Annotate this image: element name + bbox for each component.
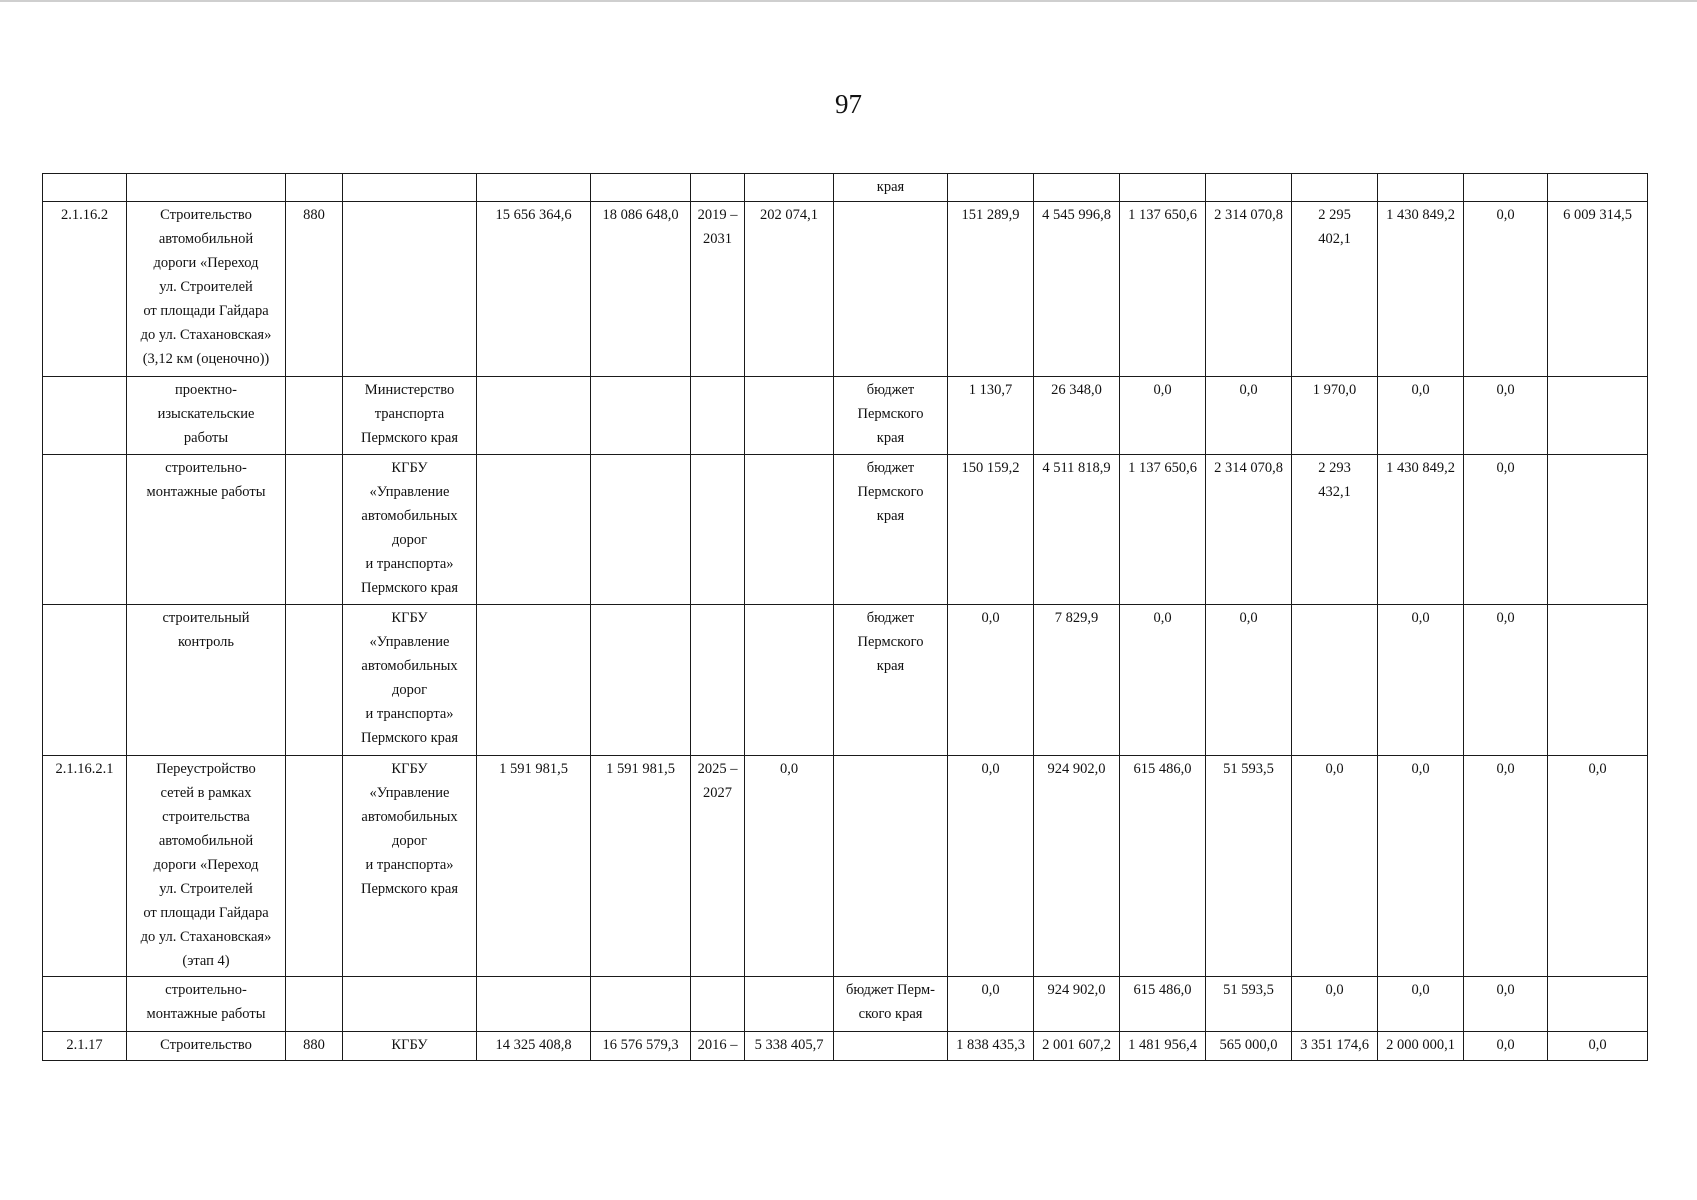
cell-name: [127, 377, 286, 455]
cell-funded: [745, 202, 834, 377]
cell-year-6: [1378, 377, 1464, 455]
cell-value: 4 511 818,9: [1042, 460, 1111, 476]
cell-line: строительно-: [165, 460, 247, 476]
cell-line: 0,0: [1325, 761, 1344, 777]
cell-year-6: [1378, 977, 1464, 1032]
cell-value: 0,0: [1496, 460, 1515, 476]
cell-year-5: [1292, 455, 1378, 605]
cell-year-7: [1464, 202, 1548, 377]
cell-funded: [745, 455, 834, 605]
cell-value: 0,0: [1496, 1037, 1515, 1053]
cell-year-8: [1548, 1032, 1648, 1061]
scan-top-edge: [0, 0, 1697, 2]
cell-line: бюджет: [866, 382, 915, 398]
cell-cost-2: [591, 605, 691, 756]
cell-line: 1 970,0: [1312, 382, 1357, 398]
cell-value: 7 829,9: [1054, 610, 1099, 626]
cell-year-6: [1378, 756, 1464, 977]
cell-year-3: [1120, 174, 1206, 202]
cell-total-cost: [477, 1032, 591, 1061]
cell-value: 1 838 435,3: [956, 1037, 1025, 1053]
cell-value: 0,0: [981, 761, 1000, 777]
cell-year-1: [948, 756, 1034, 977]
cell-line: дорог: [391, 833, 428, 849]
cell-year-5: [1292, 605, 1378, 756]
cell-line: ского края: [858, 1006, 923, 1022]
cell-value: 615 486,0: [1133, 982, 1192, 998]
cell-year-7: [1464, 455, 1548, 605]
cell-line: Пермского: [857, 484, 924, 500]
cell-year-4: [1206, 202, 1292, 377]
cell-line: края: [876, 658, 905, 674]
cell-line: бюджет: [866, 610, 915, 626]
cell-grbs: [286, 377, 343, 455]
cell-line: от площади Гайдара: [143, 303, 269, 319]
cell-line: проектно-: [175, 382, 237, 398]
table-row: [43, 1032, 1648, 1061]
cell-value: 4 545 996,8: [1042, 207, 1111, 223]
cell-year-4: [1206, 605, 1292, 756]
cell-value: 2.1.16.2.1: [55, 761, 114, 777]
cell-funded: [745, 174, 834, 202]
cell-total-cost: [477, 455, 591, 605]
cell-line: ул. Строителей: [159, 279, 253, 295]
cell-line: строительно-: [165, 982, 247, 998]
cell-year-8: [1548, 605, 1648, 756]
cell-line: края: [876, 179, 905, 195]
cell-value: 880: [303, 207, 325, 223]
cell-year-1: [948, 455, 1034, 605]
cell-name: [127, 174, 286, 202]
cell-line: Строительство: [160, 207, 252, 223]
cell-value: 14 325 408,8: [495, 1037, 572, 1053]
cell-value: 924 902,0: [1047, 982, 1106, 998]
cell-year-2: [1034, 377, 1120, 455]
cell-line: «Управление: [369, 785, 450, 801]
cell-value: 2 000 000,1: [1386, 1037, 1455, 1053]
cell-code: [43, 1032, 127, 1061]
cell-source: [834, 455, 948, 605]
cell-value: 0,0: [779, 761, 799, 777]
cell-value: 150 159,2: [961, 460, 1020, 476]
cell-period: [691, 455, 745, 605]
cell-executor: [343, 377, 477, 455]
cell-year-2: [1034, 455, 1120, 605]
cell-year-4: [1206, 756, 1292, 977]
cell-code: [43, 977, 127, 1032]
cell-value: 1 430 849,2: [1386, 207, 1455, 223]
cell-value: 0,0: [1411, 761, 1430, 777]
cell-executor: [343, 174, 477, 202]
cell-period: [691, 174, 745, 202]
cell-value: 0,0: [1153, 610, 1172, 626]
cell-value: 51 593,5: [1223, 761, 1274, 777]
cell-year-5: [1292, 377, 1378, 455]
cell-value: 0,0: [1496, 982, 1515, 998]
cell-line: 2027: [703, 785, 732, 801]
cell-value: 0,0: [1411, 382, 1430, 398]
cell-year-3: [1120, 455, 1206, 605]
cell-value: 5 338 405,7: [754, 1037, 824, 1053]
cell-executor: [343, 1032, 477, 1061]
cell-line: края: [876, 508, 905, 524]
cell-source: [834, 1032, 948, 1061]
cell-executor: [343, 977, 477, 1032]
cell-total-cost: [477, 605, 591, 756]
cell-source: [834, 605, 948, 756]
cell-line: и транспорта»: [365, 556, 454, 572]
cell-line: края: [876, 430, 905, 446]
cell-name: [127, 455, 286, 605]
cell-value: 1 137 650,6: [1128, 207, 1197, 223]
cell-line: КГБУ: [391, 610, 428, 626]
cell-source: [834, 202, 948, 377]
cell-year-3: [1120, 202, 1206, 377]
cell-year-3: [1120, 977, 1206, 1032]
cell-year-6: [1378, 174, 1464, 202]
cell-value: 1 430 849,2: [1386, 460, 1455, 476]
cell-value: 26 348,0: [1051, 382, 1102, 398]
cell-year-2: [1034, 977, 1120, 1032]
cell-year-5: [1292, 1032, 1378, 1061]
cell-funded: [745, 756, 834, 977]
cell-cost-2: [591, 174, 691, 202]
cell-line: контроль: [178, 634, 234, 650]
cell-year-2: [1034, 605, 1120, 756]
cell-code: [43, 455, 127, 605]
cell-name: [127, 977, 286, 1032]
cell-line: автомобильных: [361, 658, 458, 674]
cell-total-cost: [477, 174, 591, 202]
cell-year-5: [1292, 174, 1378, 202]
cell-value: 151 289,9: [961, 207, 1020, 223]
budget-table: [42, 173, 1648, 1061]
cell-year-4: [1206, 1032, 1292, 1061]
table-row: [43, 977, 1648, 1032]
cell-grbs: [286, 605, 343, 756]
cell-source: [834, 756, 948, 977]
cell-line: дорог: [391, 532, 428, 548]
cell-year-2: [1034, 174, 1120, 202]
cell-line: 2 293: [1318, 460, 1351, 476]
cell-year-4: [1206, 455, 1292, 605]
cell-line: монтажные работы: [146, 1006, 266, 1022]
cell-year-6: [1378, 605, 1464, 756]
cell-line: 402,1: [1318, 231, 1351, 247]
cell-year-6: [1378, 455, 1464, 605]
cell-value: 15 656 364,6: [495, 207, 572, 223]
cell-year-4: [1206, 977, 1292, 1032]
cell-value: 51 593,5: [1223, 982, 1274, 998]
cell-year-4: [1206, 174, 1292, 202]
cell-year-7: [1464, 377, 1548, 455]
cell-line: 2025 –: [697, 761, 738, 777]
cell-value: 565 000,0: [1219, 1037, 1278, 1053]
cell-period: [691, 377, 745, 455]
cell-value: 2.1.17: [66, 1037, 103, 1053]
table-row: [43, 377, 1648, 455]
cell-year-8: [1548, 174, 1648, 202]
cell-line: 2019 –: [697, 207, 738, 223]
cell-line: дороги «Переход: [153, 255, 259, 271]
cell-line: автомобильной: [158, 833, 254, 849]
cell-year-2: [1034, 1032, 1120, 1061]
table-row: [43, 455, 1648, 605]
cell-value: 18 086 648,0: [602, 207, 679, 223]
cell-year-5: [1292, 202, 1378, 377]
cell-line: «Управление: [369, 484, 450, 500]
cell-year-7: [1464, 605, 1548, 756]
cell-value: 1 591 981,5: [606, 761, 675, 777]
cell-executor: [343, 455, 477, 605]
cell-grbs: [286, 202, 343, 377]
cell-line: дороги «Переход: [153, 857, 259, 873]
table-row: [43, 202, 1648, 377]
page-number: 97: [835, 89, 862, 119]
cell-line: транспорта: [374, 406, 445, 422]
cell-value: 0,0: [1239, 610, 1258, 626]
cell-year-1: [948, 202, 1034, 377]
cell-line: Переустройство: [156, 761, 256, 777]
cell-year-4: [1206, 377, 1292, 455]
cell-total-cost: [477, 756, 591, 977]
cell-year-1: [948, 977, 1034, 1032]
cell-line: Пермского: [857, 634, 924, 650]
cell-line: бюджет: [866, 460, 915, 476]
cell-value: 615 486,0: [1133, 761, 1192, 777]
cell-year-3: [1120, 377, 1206, 455]
cell-line: КГБУ: [391, 1037, 428, 1053]
cell-value: 2 314 070,8: [1214, 207, 1283, 223]
cell-year-2: [1034, 202, 1120, 377]
cell-executor: [343, 202, 477, 377]
cell-line: и транспорта»: [365, 857, 454, 873]
cell-line: 3 351 174,6: [1300, 1037, 1369, 1053]
cell-code: [43, 605, 127, 756]
cell-line: автомобильных: [361, 508, 458, 524]
cell-year-6: [1378, 1032, 1464, 1061]
cell-name: [127, 756, 286, 977]
cell-year-8: [1548, 202, 1648, 377]
cell-line: (3,12 км (оценочно)): [142, 351, 270, 367]
cell-cost-2: [591, 202, 691, 377]
cell-cost-2: [591, 455, 691, 605]
cell-total-cost: [477, 977, 591, 1032]
cell-year-8: [1548, 977, 1648, 1032]
table-row: [43, 756, 1648, 977]
cell-grbs: [286, 1032, 343, 1061]
cell-line: работы: [183, 430, 229, 446]
cell-period: [691, 1032, 745, 1061]
cell-line: «Управление: [369, 634, 450, 650]
cell-period: [691, 977, 745, 1032]
cell-value: 1 591 981,5: [499, 761, 568, 777]
cell-year-7: [1464, 977, 1548, 1032]
cell-year-3: [1120, 756, 1206, 977]
cell-grbs: [286, 455, 343, 605]
cell-name: [127, 1032, 286, 1061]
cell-value: 2 001 607,2: [1042, 1037, 1111, 1053]
cell-line: ул. Строителей: [159, 881, 253, 897]
cell-year-1: [948, 605, 1034, 756]
cell-value: 0,0: [1411, 982, 1430, 998]
cell-year-1: [948, 1032, 1034, 1061]
cell-value: 1 130,7: [968, 382, 1013, 398]
cell-line: 432,1: [1318, 484, 1351, 500]
cell-value: 0,0: [1588, 761, 1607, 777]
cell-year-6: [1378, 202, 1464, 377]
cell-value: 0,0: [981, 982, 1000, 998]
cell-executor: [343, 605, 477, 756]
cell-value: 0,0: [1153, 382, 1172, 398]
cell-period: [691, 202, 745, 377]
cell-line: и транспорта»: [365, 706, 454, 722]
cell-funded: [745, 605, 834, 756]
cell-line: изыскательские: [157, 406, 255, 422]
cell-grbs: [286, 977, 343, 1032]
cell-value: 0,0: [1411, 610, 1430, 626]
cell-line: Пермского края: [361, 881, 458, 897]
cell-value: 2.1.16.2: [60, 207, 109, 223]
cell-period: [691, 605, 745, 756]
cell-line: строительства: [162, 809, 250, 825]
cell-line: монтажные работы: [146, 484, 266, 500]
cell-value: 0,0: [1496, 207, 1515, 223]
cell-line: Пермского: [857, 406, 924, 422]
cell-source: [834, 977, 948, 1032]
cell-value: 880: [303, 1037, 325, 1053]
cell-name: [127, 202, 286, 377]
cell-value: 0,0: [1496, 761, 1515, 777]
cell-year-2: [1034, 756, 1120, 977]
cell-line: Строительство: [160, 1037, 252, 1053]
cell-line: автомобильной: [158, 231, 254, 247]
cell-cost-2: [591, 756, 691, 977]
cell-source: [834, 174, 948, 202]
cell-value: 0,0: [1239, 382, 1258, 398]
cell-total-cost: [477, 202, 591, 377]
cell-line: Министерство: [364, 382, 455, 398]
cell-cost-2: [591, 977, 691, 1032]
cell-code: [43, 756, 127, 977]
cell-value: 202 074,1: [760, 207, 818, 223]
cell-grbs: [286, 756, 343, 977]
cell-name: [127, 605, 286, 756]
cell-value: 6 009 314,5: [1563, 207, 1632, 223]
cell-cost-2: [591, 377, 691, 455]
cell-year-3: [1120, 1032, 1206, 1061]
cell-line: 0,0: [1325, 982, 1344, 998]
cell-value: 2 314 070,8: [1214, 460, 1283, 476]
cell-executor: [343, 756, 477, 977]
cell-value: 16 576 579,3: [602, 1037, 679, 1053]
cell-line: сетей в рамках: [160, 785, 252, 801]
cell-period: [691, 756, 745, 977]
cell-line: (этап 4): [182, 953, 230, 969]
cell-value: 0,0: [1588, 1037, 1607, 1053]
cell-line: КГБУ: [391, 460, 428, 476]
cell-value: 0,0: [1496, 610, 1515, 626]
cell-year-3: [1120, 605, 1206, 756]
cell-line: Пермского края: [361, 430, 458, 446]
table-row: [43, 174, 1648, 202]
cell-line: дорог: [391, 682, 428, 698]
cell-value: 0,0: [1496, 382, 1515, 398]
cell-year-1: [948, 377, 1034, 455]
cell-year-7: [1464, 174, 1548, 202]
cell-line: строительный: [162, 610, 250, 626]
cell-year-7: [1464, 756, 1548, 977]
cell-funded: [745, 377, 834, 455]
cell-line: 2016 –: [697, 1037, 738, 1053]
cell-line: бюджет Перм-: [845, 982, 936, 998]
cell-line: автомобильных: [361, 809, 458, 825]
cell-year-1: [948, 174, 1034, 202]
cell-year-7: [1464, 1032, 1548, 1061]
cell-line: до ул. Стахановская»: [140, 327, 272, 343]
cell-line: до ул. Стахановская»: [140, 929, 272, 945]
cell-value: 1 481 956,4: [1128, 1037, 1197, 1053]
cell-line: 2031: [703, 231, 732, 247]
cell-total-cost: [477, 377, 591, 455]
cell-line: Пермского края: [361, 580, 458, 596]
cell-year-8: [1548, 377, 1648, 455]
cell-source: [834, 377, 948, 455]
cell-funded: [745, 1032, 834, 1061]
cell-line: от площади Гайдара: [143, 905, 269, 921]
cell-grbs: [286, 174, 343, 202]
cell-year-5: [1292, 756, 1378, 977]
cell-code: [43, 377, 127, 455]
cell-value: 1 137 650,6: [1128, 460, 1197, 476]
cell-cost-2: [591, 1032, 691, 1061]
cell-year-8: [1548, 756, 1648, 977]
cell-line: 2 295: [1318, 207, 1351, 223]
cell-year-5: [1292, 977, 1378, 1032]
cell-code: [43, 174, 127, 202]
cell-line: КГБУ: [391, 761, 428, 777]
table-row: [43, 605, 1648, 756]
cell-value: 924 902,0: [1047, 761, 1106, 777]
cell-value: 0,0: [981, 610, 1000, 626]
cell-funded: [745, 977, 834, 1032]
cell-year-8: [1548, 455, 1648, 605]
cell-code: [43, 202, 127, 377]
cell-line: Пермского края: [361, 730, 458, 746]
